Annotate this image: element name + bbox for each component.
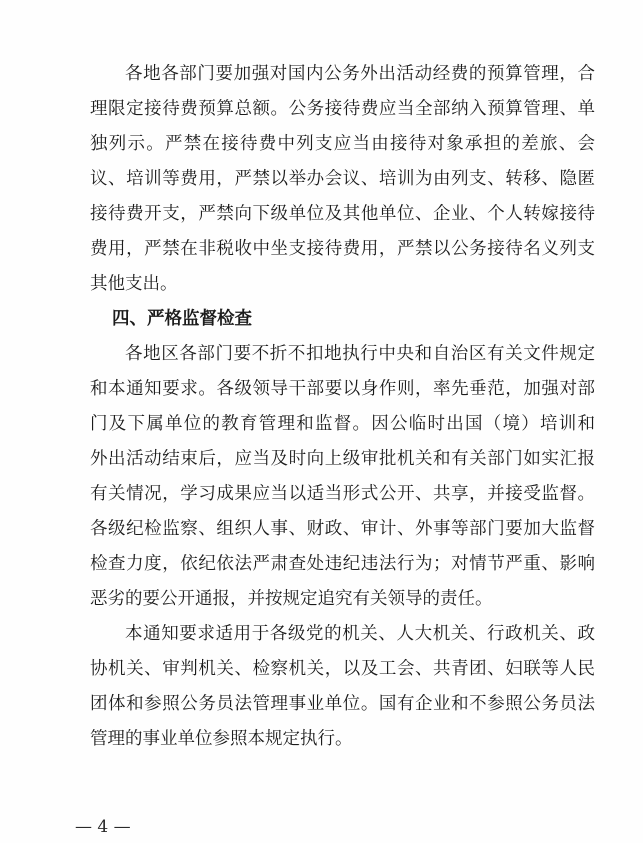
text-line: 议、培训等费用，严禁以举办会议、培训为由列支、转移、隐匿 xyxy=(90,169,595,189)
text-line: 各地各部门要加强对国内公务外出活动经费的预算管理，合 xyxy=(125,64,595,84)
text-line: 恶劣的要公开通报，并按规定追究有关领导的责任。 xyxy=(90,589,493,609)
section-heading: 四、严格监督检查 xyxy=(112,309,252,329)
text-line: 费用，严禁在非税收中坐支接待费用，严禁以公务接待名义列支 xyxy=(90,239,595,259)
text-line: 检查力度，依纪依法严肃查处违纪违法行为；对情节严重、影响 xyxy=(90,554,595,574)
text-line: 本通知要求适用于各级党的机关、人大机关、行政机关、政 xyxy=(125,624,595,644)
text-line: 和本通知要求。各级领导干部要以身作则，率先垂范，加强对部 xyxy=(90,379,595,399)
text-line: 理限定接待费预算总额。公务接待费应当全部纳入预算管理、单 xyxy=(90,99,595,119)
paragraph-scope xyxy=(90,617,595,757)
text-line: 各地区各部门要不折不扣地执行中央和自治区有关文件规定 xyxy=(125,344,595,364)
text-line: 门及下属单位的教育管理和监督。因公临时出国（境）培训和 xyxy=(90,414,595,434)
paragraph-supervision xyxy=(90,337,595,617)
text-line: 独列示。严禁在接待费中列支应当由接待对象承担的差旅、会 xyxy=(90,134,595,154)
text-line: 接待费开支，严禁向下级单位及其他单位、企业、个人转嫁接待 xyxy=(90,204,595,224)
text-line: 协机关、审判机关、检察机关，以及工会、共青团、妇联等人民 xyxy=(90,659,595,679)
text-line: 团体和参照公务员法管理事业单位。国有企业和不参照公务员法 xyxy=(90,694,595,714)
text-line: 有关情况，学习成果应当以适当形式公开、共享，并接受监督。 xyxy=(90,484,595,504)
page-number: — 4 — xyxy=(75,817,131,837)
paragraph-budget-management xyxy=(90,57,595,302)
text-line: 管理的事业单位参照本规定执行。 xyxy=(90,729,353,749)
text-line: 其他支出。 xyxy=(90,274,178,294)
text-line: 各级纪检监察、组织人事、财政、审计、外事等部门要加大监督 xyxy=(90,519,595,539)
document-body xyxy=(90,57,595,757)
text-line: 外出活动结束后，应当及时向上级审批机关和有关部门如实汇报 xyxy=(90,449,595,469)
